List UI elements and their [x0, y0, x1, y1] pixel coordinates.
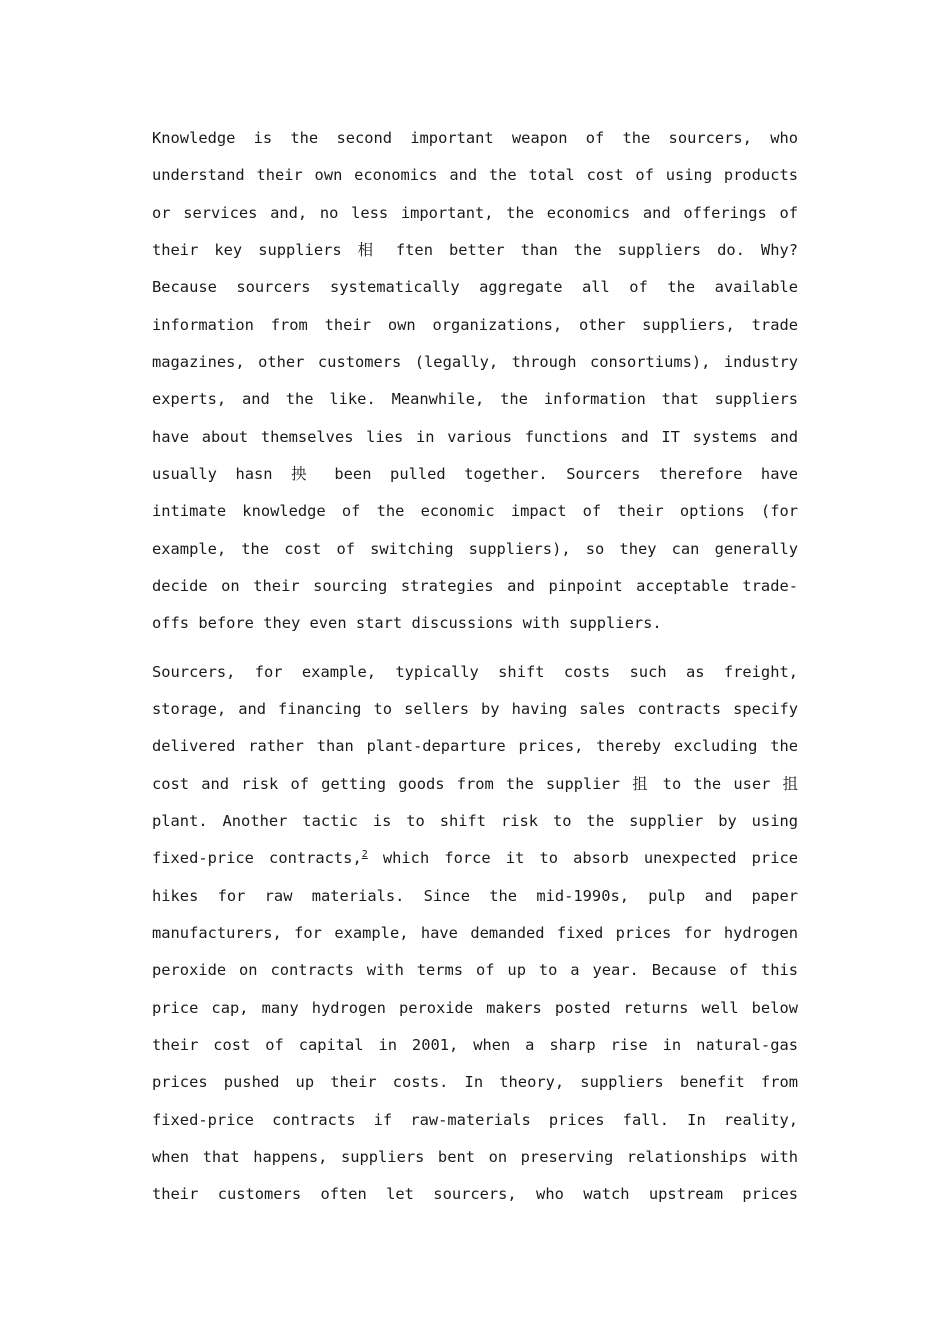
text-line: storage, and financing to sellers by having sales contracts specify — [152, 699, 798, 718]
footnote-reference[interactable]: 2 — [361, 849, 368, 861]
text-line: have about themselves lies in various functions and IT systems and — [152, 427, 798, 446]
text-segment: fixed-price contracts, — [152, 849, 362, 868]
text-line: fixed-price contracts if raw-materials prices fall. In reality, — [152, 1110, 798, 1129]
text-line: their customers often let sourcers, who watch upstream prices — [152, 1185, 798, 1204]
text-line: plant. Another tactic is to shift risk to the supplier by using — [152, 811, 798, 830]
text-line: when that happens, suppliers bent on preserving relationships with — [152, 1147, 798, 1166]
text-line: their cost of capital in 2001, when a sharp rise in natural-gas — [152, 1035, 798, 1054]
text-line: or services and, no less important, the economics and offerings of — [152, 203, 798, 222]
text-line: intimate knowledge of the economic impact of their options (for — [152, 502, 798, 521]
text-line: Sourcers, for example, typically shift costs such as freight, — [152, 662, 798, 681]
text-segment: which force it to absorb unexpected price — [367, 849, 798, 868]
text-line: Because sourcers systematically aggregate all of the available — [152, 278, 798, 297]
text-line: peroxide on contracts with terms of up to a year. Because of this — [152, 961, 798, 980]
document-page — [152, 120, 798, 1214]
text-line: decide on their sourcing strategies and pinpoint acceptable trade- — [152, 576, 798, 595]
paragraph-knowledge — [152, 120, 798, 643]
text-line: magazines, other customers (legally, through consortiums), industry — [152, 352, 798, 371]
text-line: price cap, many hydrogen peroxide makers posted returns well below — [152, 998, 798, 1017]
text-line: Knowledge is the second important weapon of the sourcers, who — [152, 129, 798, 147]
text-line: offs before they even start discussions with suppliers. — [152, 614, 662, 633]
text-line: their key suppliers 相 ften better than the suppliers do. Why? — [152, 240, 798, 259]
text-line: information from their own organizations, other suppliers, trade — [152, 315, 798, 334]
text-line: experts, and the like. Meanwhile, the information that suppliers — [152, 390, 798, 409]
text-line: delivered rather than plant-departure prices, thereby excluding the — [152, 737, 798, 756]
text-line: hikes for raw materials. Since the mid-1990s, pulp and paper — [152, 886, 798, 905]
paragraph-sourcers-example — [152, 654, 798, 1214]
text-line: prices pushed up their costs. In theory, suppliers benefit from — [152, 1073, 798, 1092]
text-line: manufacturers, for example, have demanded fixed prices for hydrogen — [152, 923, 798, 942]
text-line: example, the cost of switching suppliers), so they can generally — [152, 539, 798, 558]
text-line: understand their own economics and the total cost of using products — [152, 166, 798, 185]
text-line: cost and risk of getting goods from the supplier 抯 to the user 抯 — [152, 774, 798, 793]
text-line: usually hasn 抰 been pulled together. Sourcers therefore have — [152, 464, 798, 483]
text-line-footnote — [152, 840, 798, 877]
paragraph-gap — [152, 643, 798, 654]
